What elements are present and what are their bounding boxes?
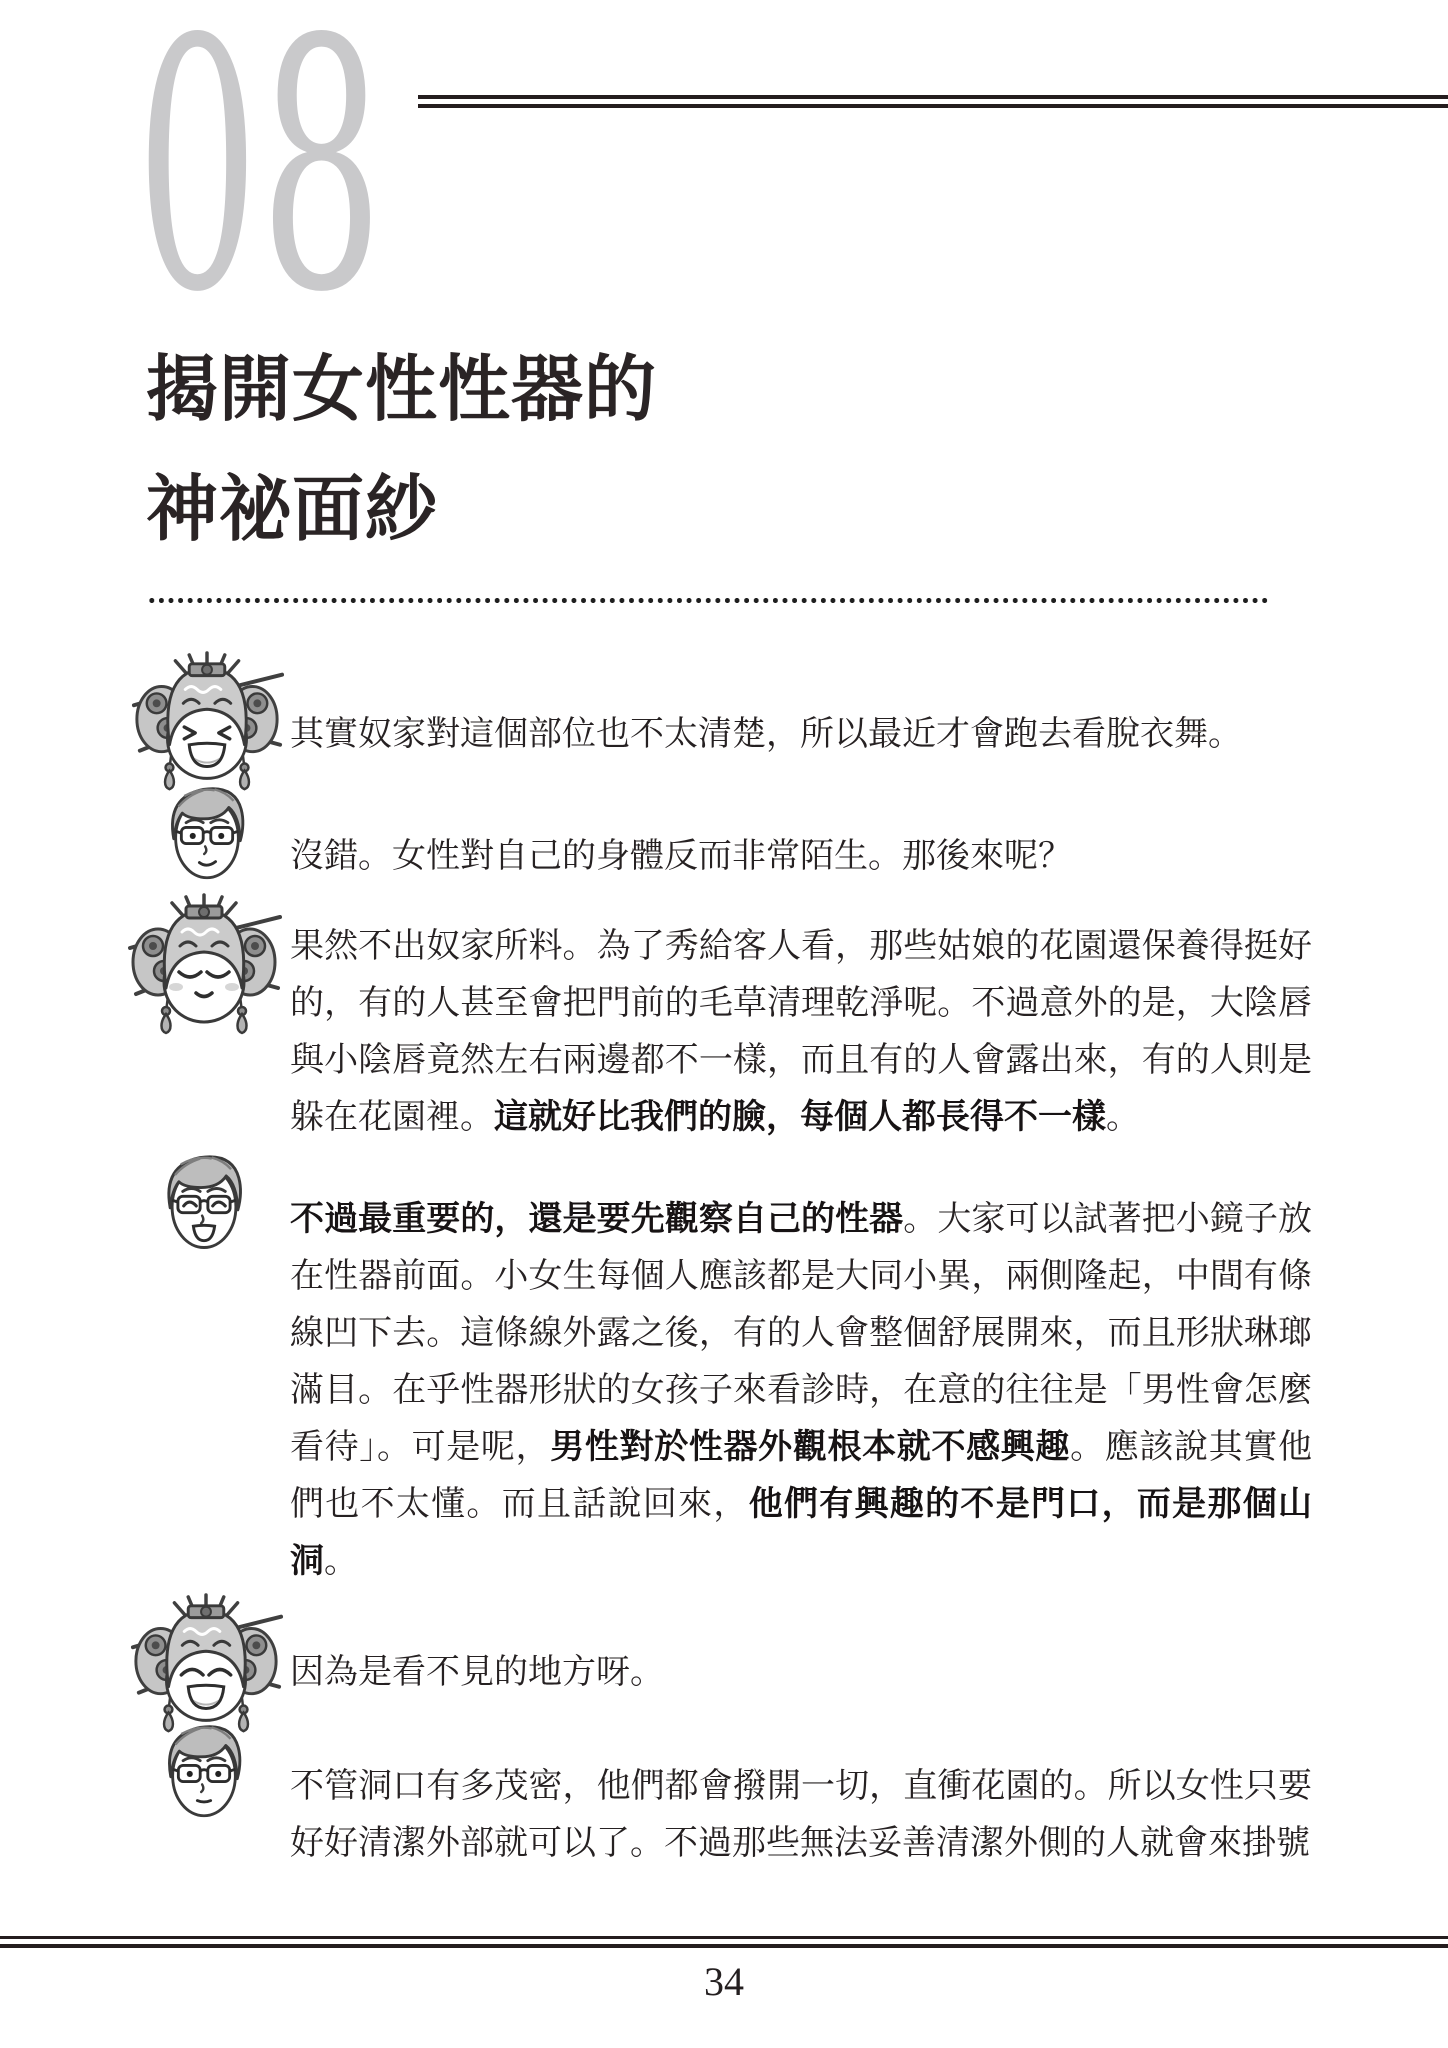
dialogue-text: 其實奴家對這個部位也不太清楚，所以最近才會跑去看脫衣舞。 [290, 716, 1242, 753]
dialogue-text: 不管洞口有多茂密，他們都會撥開一切，直衝花園的。所以女性只要好好清潔外部就可以了。不過那些無法妥善清潔外側的人就會來掛號 [290, 1768, 1312, 1862]
dialogue-text: 。大家可以試著把小鏡子放在性器前面。小女生每個人應該都是大同小異，兩側隆起，中間有條線凹下去。這條線外露之後，有的人會整個舒展開來，而且形狀琳瑯滿目。在乎性器形狀的女孩子來看診時，在意的往往是「男性會怎麼看待」。可是呢， [290, 1201, 1313, 1466]
top-double-rule [418, 95, 1448, 108]
dialogue-text-bold: 不過最重要的，還是要先觀察自己的性器 [290, 1200, 904, 1238]
doctor-avatar-icon [147, 1716, 261, 1830]
dotted-divider [147, 596, 1271, 605]
dialogue-text: 。應該說其實他們也不太懂。而且話說回來， [290, 1429, 1313, 1523]
dialogue-doctor-3 [290, 1758, 1312, 1872]
doctor-avatar-icon [150, 778, 264, 892]
dialogue-text: 因為是看不見的地方呀。 [290, 1654, 664, 1691]
page-number: 34 [704, 1959, 744, 2004]
dialogue-text: 。 [324, 1543, 358, 1580]
dialogue-text: 。 [1106, 1099, 1140, 1136]
dialogue-madam-3 [290, 1644, 1312, 1701]
dialogue-text-bold: 他們有興趣的不是門口，而是那個山洞 [290, 1485, 1313, 1580]
dialogue-text: 果然不出奴家所料。為了秀給客人看，那些姑娘的花園還保養得挺好的，有的人甚至會把門前的毛草清理乾淨呢。不過意外的是，大陰唇與小陰唇竟然左右兩邊都不一樣，而且有的人會露出來，有的人則是躲在花園裡。 [290, 928, 1312, 1136]
madam-avatar-icon [124, 890, 284, 1050]
chapter-title-line-2: 神祕面紗 [146, 470, 439, 550]
dialogue-madam-2 [290, 918, 1312, 1146]
chapter-number: 08 [136, 0, 385, 368]
doctor-avatar-icon [146, 1146, 262, 1262]
chapter-title-line-1: 揭開女性性器的 [146, 350, 658, 430]
dialogue-doctor-1 [290, 828, 1312, 885]
dialogue-text: 沒錯。女性對自己的身體反而非常陌生。那後來呢？ [290, 838, 1072, 875]
dialogue-text-bold: 這就好比我們的臉，每個人都長得不一樣 [494, 1098, 1106, 1136]
bottom-double-rule [0, 1936, 1448, 1948]
dialogue-text-bold: 男性對於性器外觀根本就不感興趣 [550, 1428, 1071, 1466]
dialogue-madam-1 [290, 706, 1312, 763]
dialogue-doctor-2 [290, 1191, 1312, 1590]
chapter-title [146, 330, 657, 570]
